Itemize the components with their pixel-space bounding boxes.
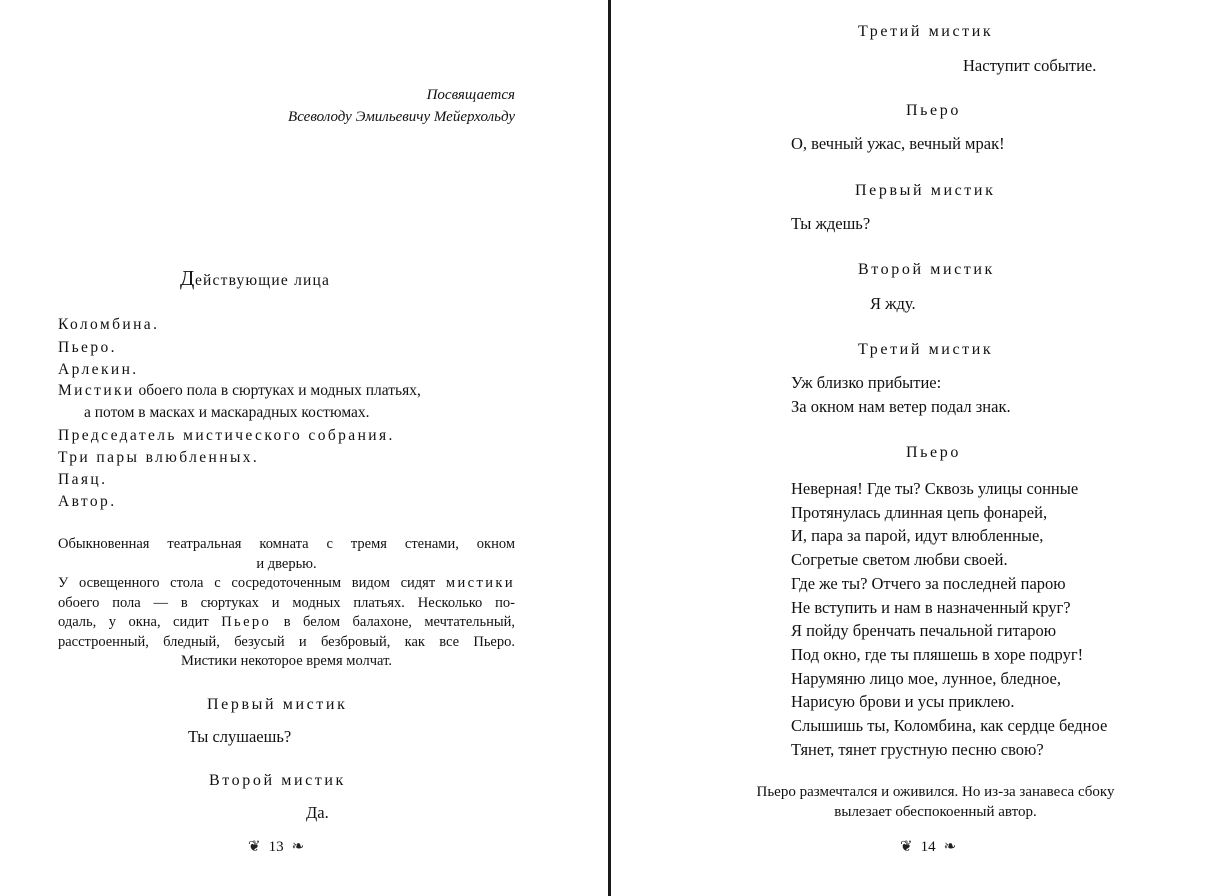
stage-direction	[58, 535, 515, 672]
stage-line-3-mystics: мистики	[445, 575, 515, 591]
book-spine-divider	[608, 0, 611, 896]
line-third-mystic-2a: Уж близко прибытие:	[791, 373, 942, 392]
line-first-mystic-2: Ты ждешь?	[791, 214, 871, 233]
left-page	[0, 0, 609, 896]
verse-line: Согретые светом любви своей.	[791, 550, 1008, 570]
dedication	[288, 84, 515, 128]
cast-title-rest: ействующие лица	[194, 272, 331, 289]
verse-line: Нарисую брови и усы приклею.	[791, 692, 1015, 712]
speaker-third-mystic-2: Третий мистик	[858, 341, 994, 358]
verse-line: Неверная! Где ты? Сквозь улицы сонные	[791, 479, 1079, 498]
ornament-left-icon: ❦	[900, 839, 913, 855]
speaker-pierrot-2: Пьеро	[906, 444, 961, 461]
cast-mystics-name: Мистики	[58, 382, 135, 399]
page-number-13	[248, 837, 304, 856]
cast-author: Автор.	[58, 493, 117, 510]
speaker-pierrot: Пьеро	[906, 102, 961, 119]
cast-couples: Три пары влюбленных.	[58, 449, 260, 466]
speaker-third-mystic: Третий мистик	[858, 23, 994, 40]
stage-line-5	[58, 613, 515, 633]
stage-line-7: Мистики некоторое время молчат.	[180, 653, 392, 669]
line-third-mystic: Наступит событие.	[963, 56, 1097, 75]
cast-title-initial: Д	[180, 266, 195, 290]
page-number-value: 13	[268, 839, 284, 855]
verse-line: Где же ты? Отчего за последней парою	[791, 573, 1066, 593]
stage-line-1: Обыкновенная театральная комната с тремя стенами, окном	[58, 536, 515, 552]
cast-mystics	[58, 382, 421, 400]
stage-line-5-pierrot: Пьеро	[221, 614, 272, 630]
stage-line-6: расстроенный, бледный, безусый и безбровый, как все Пьеро.	[58, 633, 515, 650]
line-pierrot: О, вечный ужас, вечный мрак!	[791, 134, 1005, 153]
verse-line: Под окно, где ты пляшешь в хоре подруг!	[791, 644, 1084, 664]
cast-clown: Паяц.	[58, 471, 108, 488]
verse-line: Не вступить и нам в назначенный круг?	[791, 597, 1071, 617]
cast-colombina: Коломбина.	[58, 316, 160, 333]
stage-line-2: и дверью.	[256, 555, 317, 572]
cast-mystics-desc-2: а потом в масках и маскарадных костюмах.	[84, 404, 370, 421]
ornament-left-icon: ❦	[248, 839, 261, 855]
stage-line-4: обоего пола — в сюртуках и модных платьях. Несколько по-	[58, 594, 515, 611]
stage-direction-right-1: Пьеро размечтался и оживился. Но из-за занавеса сбоку	[756, 784, 1115, 800]
line-first-mystic: Ты слушаешь?	[188, 727, 292, 746]
verse-line: Протянулась длинная цепь фонарей,	[791, 502, 1048, 522]
verse-line: Тянет, тянет грустную песню свою?	[791, 739, 1044, 759]
cast-pierrot: Пьеро.	[58, 339, 117, 356]
right-page	[612, 0, 1223, 896]
page-number-14	[900, 837, 956, 856]
stage-direction-right-2: вылезает обеспокоенный автор.	[834, 804, 1037, 820]
stage-line-3	[58, 574, 515, 594]
line-second-mystic: Да.	[306, 803, 329, 822]
pierrot-monologue	[791, 477, 1107, 761]
dedication-line-1: Посвящается	[426, 87, 515, 103]
cast-harlequin: Арлекин.	[58, 361, 139, 378]
page-number-value: 14	[920, 839, 936, 855]
dedication-line-2: Всеволоду Эмильевичу Мейерхольду	[288, 109, 515, 125]
stage-line-3-text: У освещенного стола с сосредоточенным видом сидят	[58, 575, 446, 591]
speaker-second-mystic: Второй мистик	[209, 772, 346, 789]
verse-line: И, пара за парой, идут влюбленные,	[791, 526, 1044, 546]
ornament-right-icon: ❧	[291, 839, 305, 855]
line-third-mystic-2b: За окном нам ветер подал знак.	[791, 397, 1011, 416]
ornament-right-icon: ❧	[943, 839, 957, 855]
verse-line: Слышишь ты, Коломбина, как сердце бедное	[791, 716, 1108, 736]
cast-mystics-desc: обоего пола в сюртуках и модных платьях,	[134, 382, 421, 399]
speaker-second-mystic-2: Второй мистик	[858, 261, 995, 278]
stage-line-5-a: одаль, у окна, сидит	[58, 614, 222, 630]
line-second-mystic-2: Я жду.	[870, 294, 916, 313]
verse-line: Нарумяню лицо мое, лунное, бледное,	[791, 668, 1061, 688]
cast-title	[180, 266, 330, 291]
verse-line: Я пойду бренчать печальной гитарою	[791, 621, 1057, 641]
speaker-first-mystic: Первый мистик	[207, 696, 348, 713]
stage-line-5-c: в белом балахоне, мечтательный,	[271, 614, 515, 630]
cast-chairman: Председатель мистического собрания.	[58, 427, 395, 444]
speaker-first-mystic-2: Первый мистик	[855, 182, 996, 199]
